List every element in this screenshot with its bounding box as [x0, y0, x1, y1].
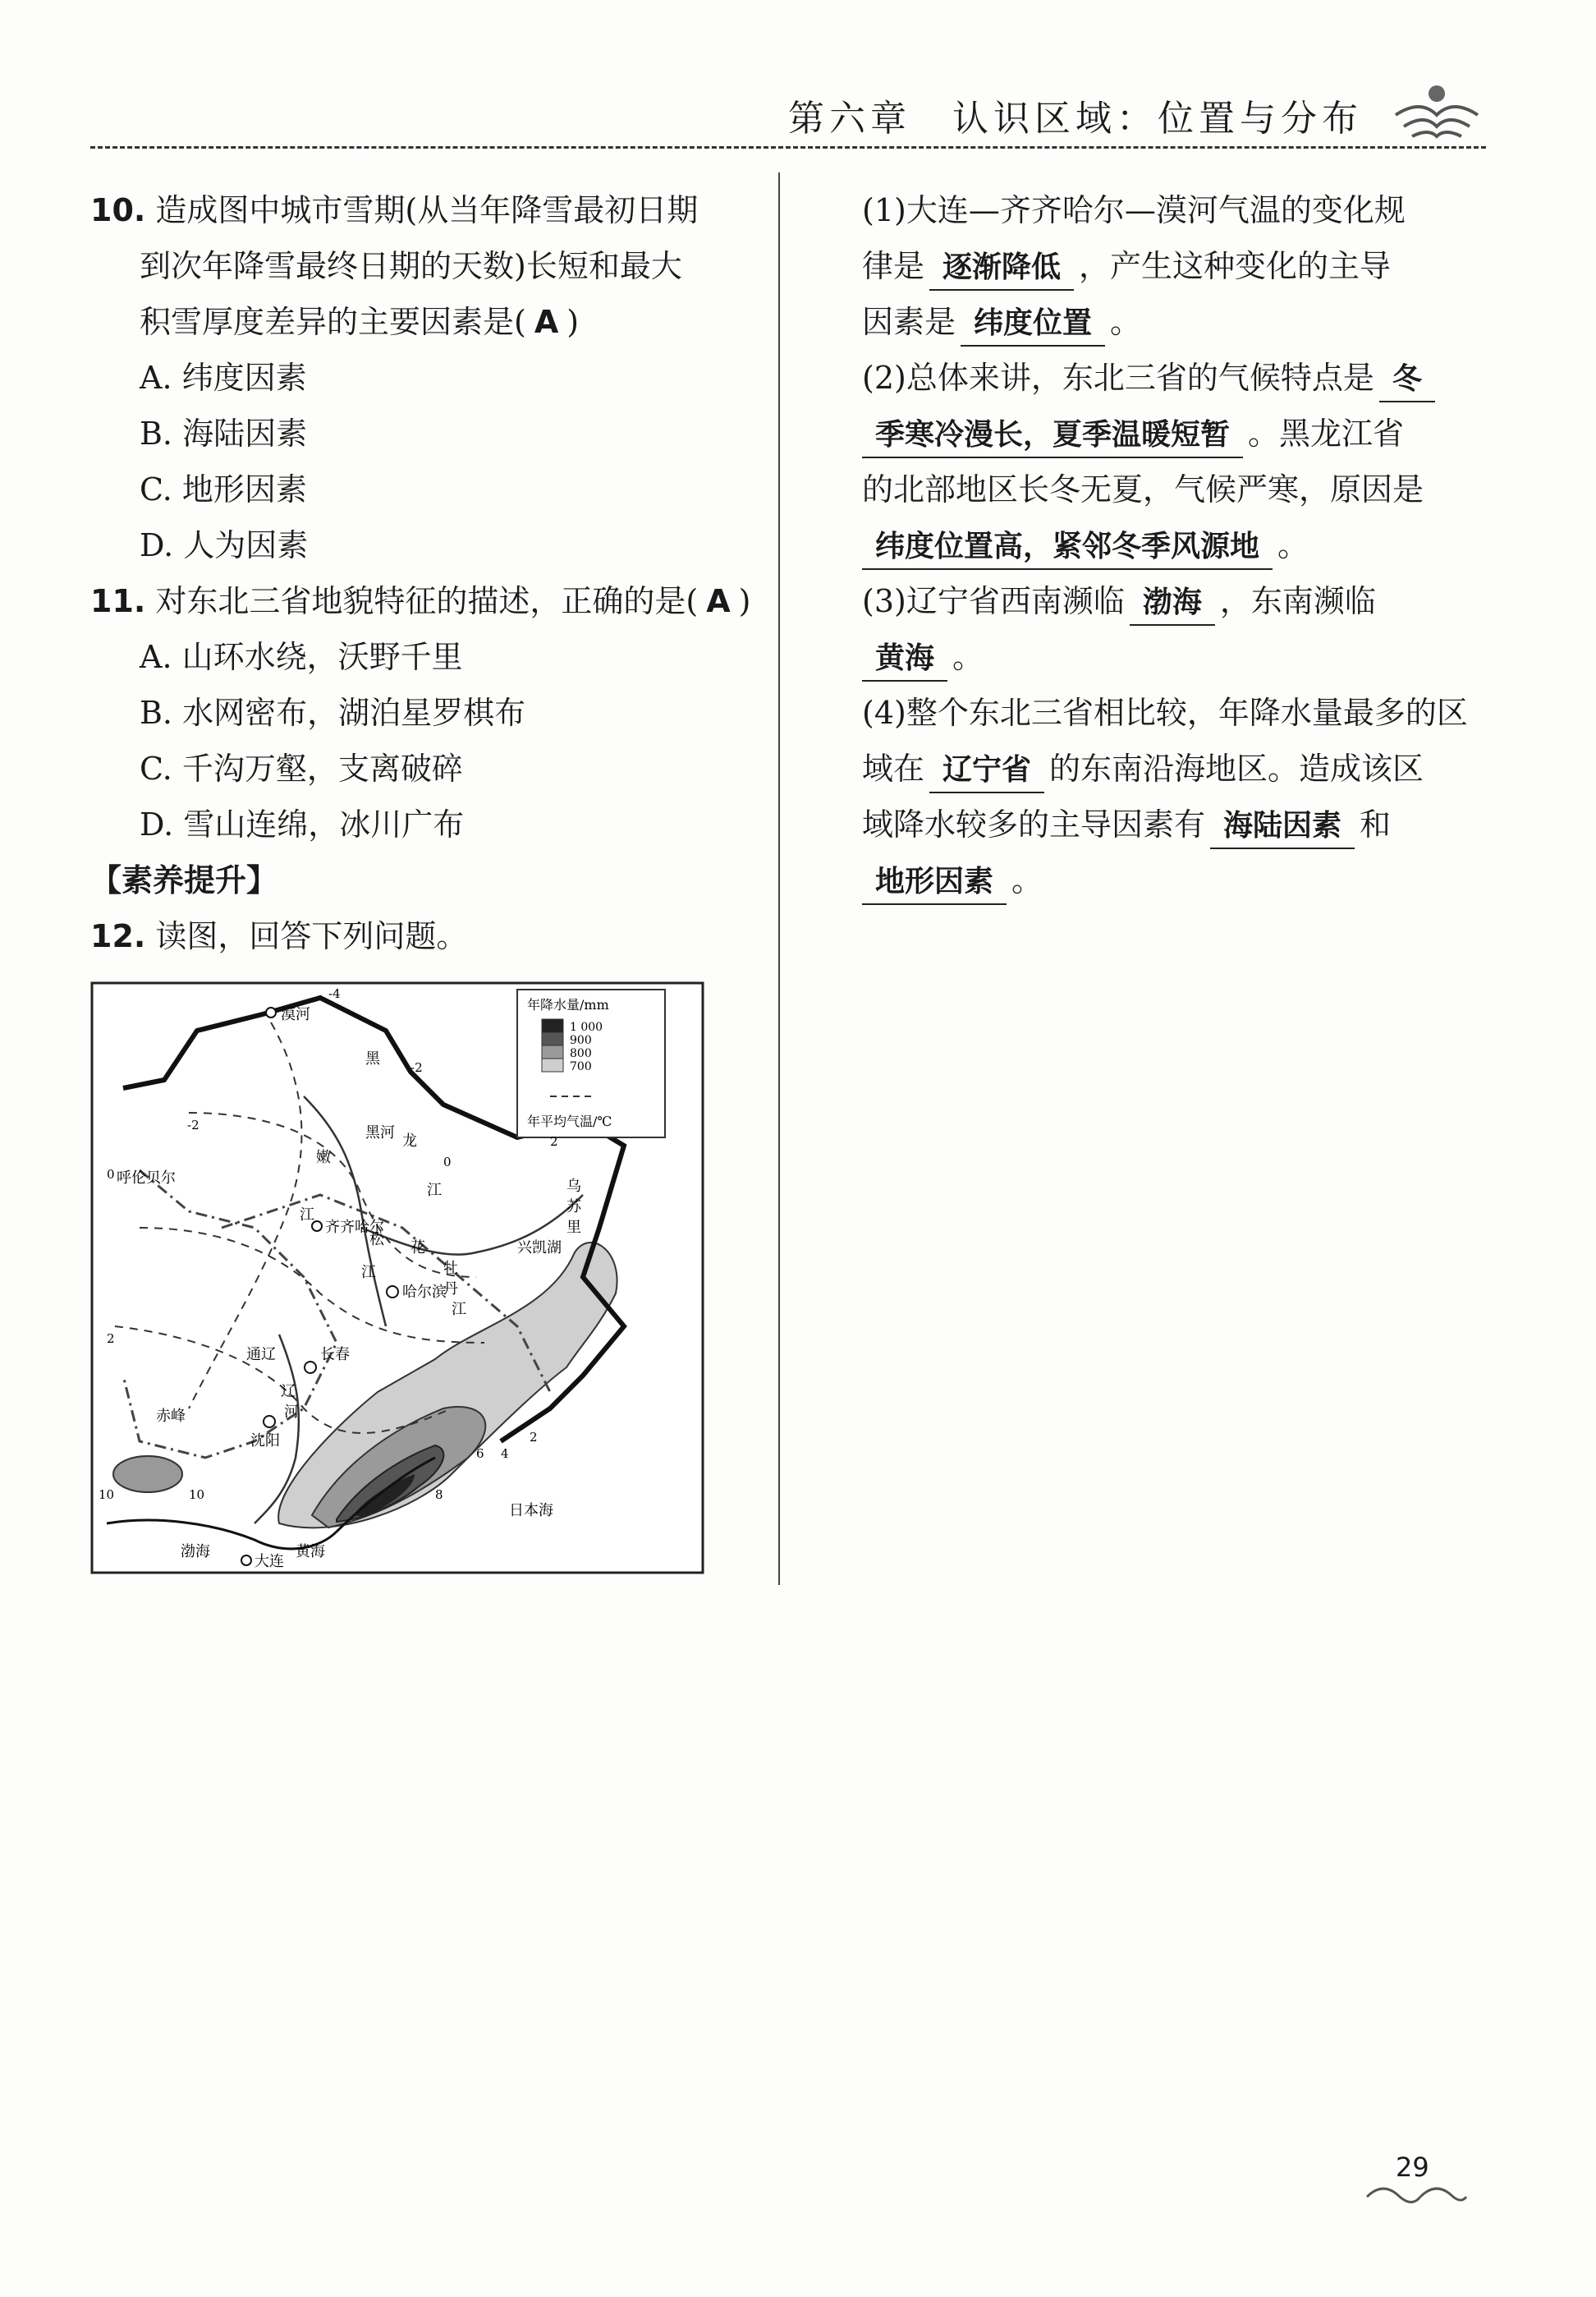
p2-text-b: 。黑龙江省 [1248, 416, 1405, 452]
city-chifeng: 赤峰 [156, 1408, 186, 1425]
p3-line-1 [862, 573, 1486, 629]
q10-line-1 [90, 182, 772, 238]
river-char-15: 辽 [281, 1383, 296, 1400]
q10-stem-3: 积雪厚度差异的主要因素是( [140, 304, 526, 340]
p1-line-2 [862, 238, 1486, 294]
iso-label-9: 4 [501, 1446, 509, 1461]
river-char-10: 丹 [443, 1280, 458, 1298]
p4-answer-2: 海陆因素 [1210, 805, 1355, 849]
p3-text-c: 。 [952, 639, 984, 675]
river-char-1: 黑 [365, 1050, 380, 1068]
iso-label-13: 10 [189, 1487, 205, 1502]
q10-line-2: 到次年降雪最终日期的天数)长短和最大 [140, 248, 682, 284]
iso-label-7: 2 [107, 1331, 115, 1346]
p4-text-b: 域在 [862, 751, 925, 787]
p2-text-a: (2)总体来讲，东北三省的气候特点是 [862, 360, 1374, 396]
river-char-2: 龙 [402, 1132, 417, 1150]
iso-label-12: 10 [99, 1487, 115, 1502]
p3-answer-1: 渤海 [1130, 581, 1215, 626]
q10-number: 10. [90, 192, 146, 228]
section-heading: 【素养提升】 [90, 862, 278, 898]
p2-answer-1b: 季寒冷漫长，夏季温暖短暂 [862, 414, 1243, 458]
city-shenyang: 沈阳 [250, 1432, 280, 1449]
legend-title: 年降水量/mm [527, 997, 609, 1013]
legend-900: 900 [570, 1034, 592, 1047]
iso-label-1: -4 [328, 986, 341, 1001]
city-qiqihar: 齐齐哈尔 [325, 1219, 384, 1236]
left-column [90, 182, 772, 964]
q11-answer: A [706, 583, 731, 619]
p4-answer-1: 辽宁省 [929, 749, 1044, 793]
city-mohe: 漠河 [281, 1006, 310, 1023]
ornament-icon [1387, 82, 1486, 145]
q10-stem-1: 造成图中城市雪期(从当年降雪最初日期 [155, 192, 699, 228]
p4-text-d: 域降水较多的主导因素有 [862, 806, 1206, 843]
p3-answer-2: 黄海 [862, 637, 947, 682]
header-rule [90, 146, 1486, 149]
iso-label-11: 8 [435, 1487, 443, 1502]
p1-text-d: 因素是 [862, 304, 956, 340]
p2-answer-1a: 冬 [1379, 358, 1435, 402]
q11-option-b: B. 水网密布，湖泊星罗棋布 [140, 695, 526, 731]
p2-text-d: 。 [1277, 527, 1309, 563]
river-char-4: 嫩 [316, 1149, 331, 1166]
p2-line-1 [862, 350, 1486, 406]
page-number: 29 [1396, 2152, 1429, 2183]
column-divider [778, 172, 780, 1585]
city-heihe: 黑河 [365, 1124, 395, 1142]
p4-line-1: (4)整个东北三省相比较，年降水量最多的区 [862, 695, 1468, 731]
river-char-3: 江 [427, 1182, 442, 1199]
river-char-7: 花 [410, 1239, 425, 1256]
footer-ornament-icon [1363, 2176, 1470, 2209]
q10-option-b: B. 海陆因素 [140, 416, 308, 452]
river-char-13: 苏 [566, 1198, 581, 1215]
p3-line-2 [862, 629, 1486, 685]
sea-bohai: 渤海 [181, 1543, 210, 1560]
q11-option-d: D. 雪山连绵，冰川广布 [140, 806, 465, 843]
p1-line-1: (1)大连—齐齐哈尔—漠河气温的变化规 [862, 192, 1406, 228]
river-char-14: 里 [566, 1219, 581, 1236]
p1-text-c: ，产生这种变化的主导 [1079, 248, 1392, 284]
iso-label-4: 0 [107, 1167, 115, 1182]
q11-number: 11. [90, 583, 146, 619]
right-column [862, 182, 1486, 908]
p1-answer-2: 纬度位置 [961, 302, 1105, 347]
river-char-16: 河 [284, 1403, 299, 1421]
p4-text-e: 和 [1360, 806, 1392, 843]
lake-xingkai: 兴凯湖 [517, 1239, 562, 1256]
sea-huanghai: 黄海 [296, 1543, 325, 1560]
p2-answer-2: 纬度位置高，紧邻冬季风源地 [862, 526, 1273, 570]
legend-1000: 1 000 [570, 1021, 603, 1034]
q11-line-1 [90, 573, 772, 629]
q11-close: ) [738, 583, 751, 619]
river-char-5: 江 [300, 1206, 314, 1224]
p4-text-f: 。 [1011, 862, 1043, 898]
legend-700: 700 [570, 1060, 592, 1073]
q10-close: ) [566, 304, 580, 340]
iso-label-6: 2 [550, 1134, 558, 1149]
p4-line-2 [862, 741, 1486, 797]
q10-option-d: D. 人为因素 [140, 527, 309, 563]
q11-option-a: A. 山环水绕，沃野千里 [140, 639, 463, 675]
q11-stem: 对东北三省地貌特征的描述，正确的是( [155, 583, 699, 619]
p2-line-3: 的北部地区长冬无夏，气候严寒，原因是 [862, 471, 1424, 508]
q10-option-c: C. 地形因素 [140, 471, 307, 508]
city-harbin: 哈尔滨 [402, 1284, 447, 1301]
precip-west-zone [113, 1456, 182, 1492]
q11-option-c: C. 千沟万壑，支离破碎 [140, 751, 463, 787]
p1-line-3 [862, 294, 1486, 350]
iso-label-8: 2 [530, 1430, 538, 1445]
river-char-6: 松 [369, 1231, 384, 1248]
sea-japan: 日本海 [509, 1502, 553, 1519]
legend-temp: 年平均气温/℃ [527, 1114, 612, 1129]
p1-text-b: 律是 [862, 248, 925, 284]
q12-line [90, 908, 772, 964]
q12-stem: 读图，回答下列问题。 [155, 918, 468, 954]
q10-answer: A [534, 304, 559, 340]
city-changchun: 长春 [320, 1346, 350, 1363]
q12-number: 12. [90, 918, 146, 954]
p4-line-4 [862, 852, 1486, 908]
city-tongliao: 通辽 [246, 1346, 276, 1363]
p2-line-2 [862, 406, 1486, 462]
iso-label-10: 6 [476, 1446, 484, 1461]
p4-line-3 [862, 797, 1486, 852]
page-header [90, 82, 1486, 156]
p1-text-e: 。 [1110, 304, 1142, 340]
q10-option-a: A. 纬度因素 [140, 360, 307, 396]
river-char-9: 牡 [443, 1260, 458, 1277]
map-figure [90, 981, 704, 1574]
p4-answer-3: 地形因素 [862, 861, 1007, 905]
iso-label-5: 0 [443, 1155, 452, 1169]
river-char-8: 江 [361, 1264, 376, 1281]
p3-text-b: ，东南濒临 [1219, 583, 1376, 619]
legend-800: 800 [570, 1047, 592, 1060]
p1-answer-1: 逐渐降低 [929, 246, 1074, 291]
city-hulunbuir: 呼伦贝尔 [117, 1169, 176, 1187]
northeast-china-map [90, 981, 704, 1574]
river-char-12: 乌 [566, 1178, 581, 1195]
iso-label-2: -2 [410, 1060, 423, 1075]
p2-line-4 [862, 517, 1486, 573]
river-char-11: 江 [452, 1301, 466, 1318]
chapter-title: 第六章 认识区域：位置与分布 [788, 98, 1363, 140]
p3-text-a: (3)辽宁省西南濒临 [862, 583, 1125, 619]
p4-text-c: 的东南沿海地区。造成该区 [1049, 751, 1424, 787]
city-dalian: 大连 [255, 1553, 284, 1570]
iso-label-3: -2 [187, 1118, 200, 1132]
q10-line-3 [90, 294, 772, 350]
